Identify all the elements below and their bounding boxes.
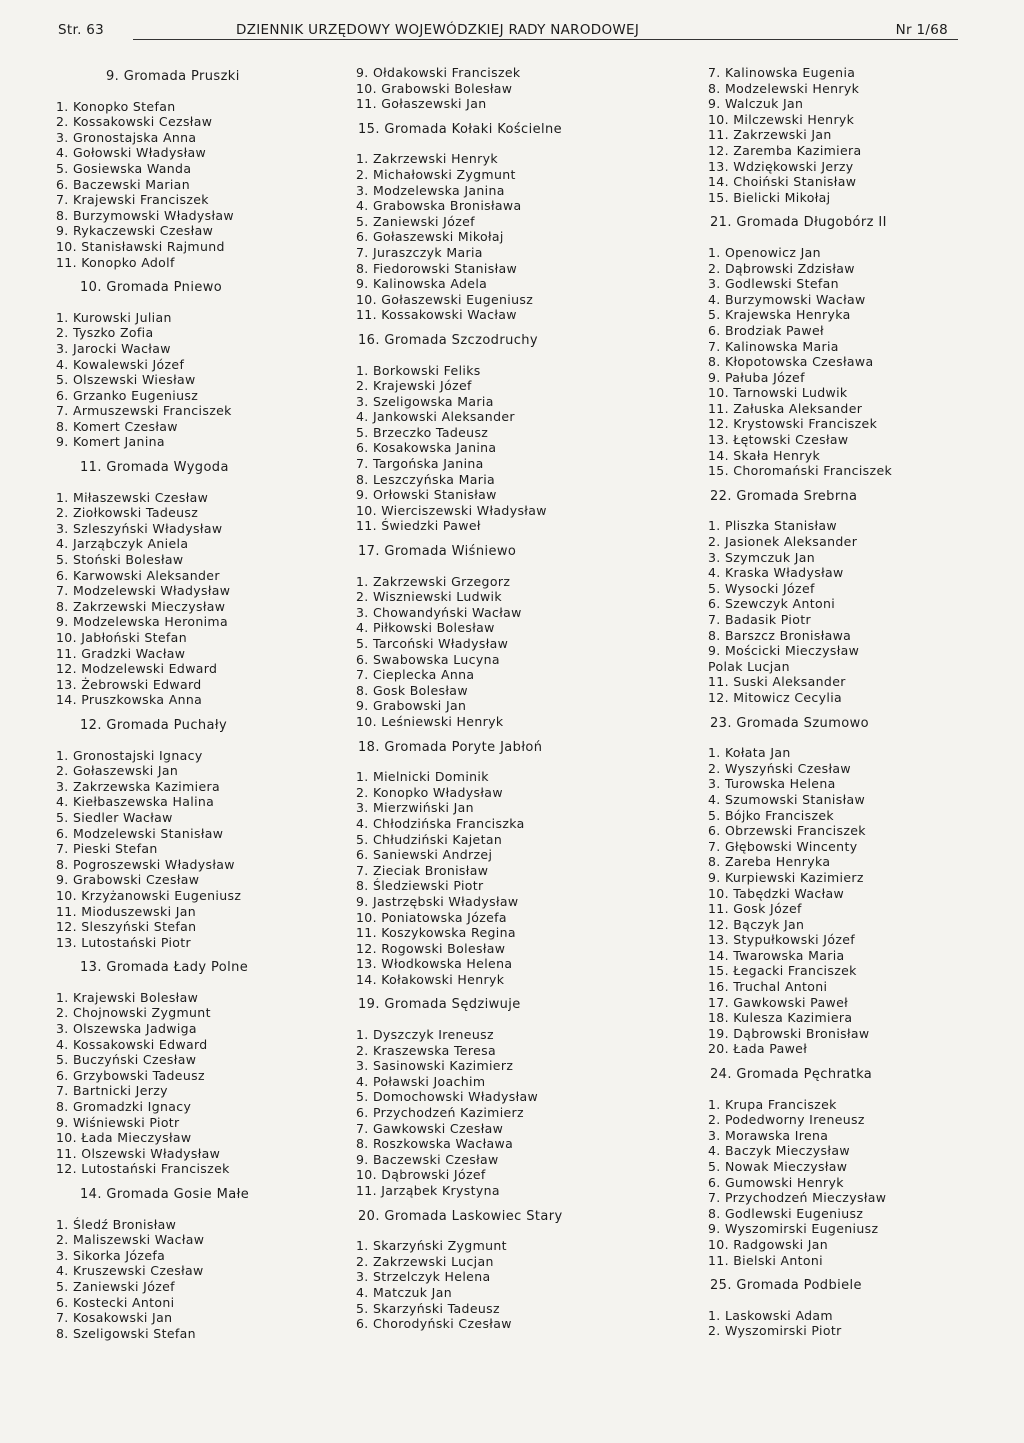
list-item: 5. Wysocki Józef	[708, 580, 815, 596]
list-item: 7. Bartnicki Jerzy	[56, 1083, 168, 1099]
member-list	[56, 490, 296, 708]
list-item: 5. Stoński Bolesław	[56, 552, 184, 568]
list-item: 9. Wiśniewski Piotr	[56, 1114, 180, 1130]
list-item: 8. Szeligowski Stefan	[56, 1325, 196, 1341]
column-middle	[356, 65, 616, 1342]
list-item: 4. Chłodzińska Franciszka	[356, 815, 525, 831]
section-title: 19. Gromada Sędziwuje	[358, 997, 521, 1013]
list-item: 18. Kulesza Kazimiera	[708, 1010, 853, 1026]
gromada-section	[356, 997, 616, 1198]
list-item: 14. Choiński Stanisław	[708, 174, 857, 190]
section-title: 15. Gromada Kołaki Kościelne	[358, 121, 563, 137]
list-item: 7. Badasik Piotr	[708, 612, 811, 627]
section-title: 22. Gromada Srebrna	[710, 488, 858, 504]
list-item: 9. Jastrzębski Władysław	[356, 893, 519, 909]
list-item: 4. Kraska Władysław	[708, 565, 844, 581]
list-item: 11. Bielski Antoni	[708, 1252, 823, 1268]
list-item: 8. Pogroszewski Władysław	[56, 856, 235, 872]
list-item: 11. Zakrzewski Jan	[708, 127, 832, 143]
list-item: 5. Gosiewska Wanda	[56, 160, 192, 176]
list-item: 2. Zakrzewski Lucjan	[356, 1253, 494, 1269]
list-item: 4. Kruszewski Czesław	[56, 1263, 204, 1279]
list-item: 3. Strzelczyk Helena	[356, 1269, 491, 1285]
list-item: 9. Komert Janina	[56, 434, 165, 450]
list-item: 14. Skała Henryk	[708, 447, 821, 463]
list-item: 4. Baczyk Mieczysław	[708, 1143, 850, 1159]
list-item: 6. Obrzewski Franciszek	[708, 823, 866, 839]
list-item: 13. Włodkowska Helena	[356, 956, 513, 972]
list-item: 5. Bójko Franciszek	[708, 807, 835, 823]
list-item: 13. Stypułkowski Józef	[708, 932, 856, 948]
list-item: 3. Morawska Irena	[708, 1127, 829, 1143]
list-item: 1. Zakrzewski Grzegorz	[356, 573, 511, 589]
list-item: 11. Koszykowska Regina	[356, 925, 516, 941]
member-list	[56, 1217, 296, 1342]
member-list	[56, 748, 296, 951]
list-item: 11. Kossakowski Wacław	[356, 307, 517, 323]
list-item: 6. Kosakowska Janina	[356, 440, 497, 456]
list-item: 8. Zareba Henryka	[708, 854, 831, 870]
gromada-section	[356, 544, 616, 730]
gromada-section	[356, 333, 616, 534]
list-item: 11. Mioduszewski Jan	[56, 903, 197, 919]
list-item: 7. Targońska Janina	[356, 456, 484, 472]
list-item: 9. Rykaczewski Czesław	[56, 223, 214, 239]
list-item: 1. Dyszczyk Ireneusz	[356, 1027, 494, 1043]
list-item: 10. Milczewski Henryk	[708, 111, 855, 127]
list-item: 6. Baczewski Marian	[56, 176, 190, 192]
list-item: 10. Leśniewski Henryk	[356, 713, 504, 729]
list-item: 8. Kłopotowska Czesława	[708, 354, 874, 370]
list-item: 2. Podedworny Ireneusz	[708, 1112, 865, 1128]
list-item: 20. Łada Paweł	[708, 1041, 808, 1057]
list-item: 9. Kurpiewski Kazimierz	[708, 869, 864, 885]
list-item: 6. Kostecki Antoni	[56, 1294, 175, 1310]
list-item: 3. Sikorka Józefa	[56, 1247, 166, 1263]
list-item: 11. Jarząbek Krystyna	[356, 1183, 500, 1198]
section-title: 20. Gromada Laskowiec Stary	[358, 1208, 563, 1224]
list-item: 7. Modzelewski Władysław	[56, 583, 231, 599]
list-item: 13. Łętowski Czesław	[708, 432, 849, 448]
list-item: 10. Radgowski Jan	[708, 1236, 829, 1252]
list-item: 1. Zakrzewski Henryk	[356, 151, 498, 167]
list-item: 10. Tabędzki Wacław	[708, 885, 845, 901]
list-item: 8. Barszcz Bronisława	[708, 627, 852, 643]
list-item: 6. Modzelewski Stanisław	[56, 825, 224, 841]
list-item: 2. Wyszomirski Piotr	[708, 1323, 842, 1339]
list-item: 13. Żebrowski Edward	[56, 676, 202, 692]
list-item: 3. Godlewski Stefan	[708, 276, 839, 292]
gromada-section	[56, 69, 296, 270]
list-item: 5. Chłudziński Kajetan	[356, 831, 503, 847]
list-item: 4. Burzymowski Wacław	[708, 291, 866, 307]
gromada-section	[56, 460, 296, 708]
list-item: 4. Grabowska Bronisława	[356, 198, 522, 214]
section-title: 10. Gromada Pniewo	[80, 280, 223, 296]
member-list	[708, 518, 938, 705]
list-item: 10. Gołaszewski Eugeniusz	[356, 291, 534, 307]
list-item: 12. Sleszyński Stefan	[56, 919, 197, 935]
list-item: 3. Turowska Helena	[708, 776, 836, 792]
list-item: 4. Kiełbaszewska Halina	[56, 794, 215, 810]
list-item: 3. Jarocki Wacław	[56, 340, 171, 356]
list-item: 12. Krystowski Franciszek	[708, 416, 878, 432]
list-item: 7. Kosakowski Jan	[56, 1310, 173, 1326]
list-item: 15. Bielicki Mikołaj	[708, 189, 831, 205]
list-item: 17. Gawkowski Paweł	[708, 994, 849, 1010]
member-list	[56, 990, 296, 1177]
list-item: 1. Krajewski Bolesław	[56, 989, 199, 1005]
list-item: 1. Kurowski Julian	[56, 309, 172, 325]
member-list	[708, 745, 938, 1057]
list-item: 6. Swabowska Lucyna	[356, 651, 500, 667]
gromada-section	[56, 718, 296, 950]
list-item: 10. Stanisławski Rajmund	[56, 238, 225, 254]
list-item: 12. Mitowicz Cecylia	[708, 689, 843, 705]
list-item: 2. Jasionek Aleksander	[708, 534, 858, 550]
section-title: 23. Gromada Szumowo	[710, 715, 869, 731]
list-item: 1. Kołata Jan	[708, 745, 791, 761]
list-item: 1. Konopko Stefan	[56, 98, 176, 114]
list-item: 5. Zaniewski Józef	[56, 1278, 175, 1294]
list-item: 4. Kossakowski Edward	[56, 1036, 208, 1052]
list-item: 3. Olszewska Jadwiga	[56, 1021, 197, 1037]
member-list	[708, 245, 938, 479]
member-list	[356, 151, 616, 323]
page-number: Str. 63	[58, 22, 105, 38]
list-item: 11. Gosk Józef	[708, 901, 802, 917]
list-item: 8. Śledziewski Piotr	[356, 878, 484, 894]
gromada-section	[56, 280, 296, 450]
list-item: 8. Modzelewski Henryk	[708, 80, 860, 96]
list-item: 12. Rogowski Bolesław	[356, 940, 506, 956]
journal-title: DZIENNIK URZĘDOWY WOJEWÓDZKIEJ RADY NARODOWEJ	[236, 22, 640, 38]
section-title: 24. Gromada Pęchratka	[710, 1067, 873, 1083]
list-item: 6. Gumowski Henryk	[708, 1174, 844, 1190]
list-item: 11. Gołaszewski Jan	[356, 96, 487, 112]
list-item: 1. Laskowski Adam	[708, 1307, 833, 1323]
list-item: 1. Mielnicki Dominik	[356, 769, 489, 785]
list-item: 1. Krupa Franciszek	[708, 1096, 837, 1112]
list-item: 8. Gosk Bolesław	[356, 682, 468, 698]
list-item: 4. Jarząbczyk Aniela	[56, 536, 189, 552]
issue-number: Nr 1/68	[895, 22, 948, 38]
list-item: 4. Jankowski Aleksander	[356, 409, 515, 425]
member-list	[56, 99, 296, 271]
list-item: 13. Wdziękowski Jerzy	[708, 158, 854, 174]
list-item: 3. Gronostajska Anna	[56, 129, 197, 145]
list-item: 3. Zakrzewska Kazimiera	[56, 778, 221, 794]
list-item: 8. Komert Czesław	[56, 418, 178, 434]
member-list	[356, 1027, 616, 1199]
list-item: 10. Dąbrowski Józef	[356, 1167, 486, 1183]
list-item: 6. Gołaszewski Mikołaj	[356, 229, 504, 245]
list-item: 11. Olszewski Władysław	[56, 1145, 221, 1161]
list-item: 12. Bączyk Jan	[708, 916, 805, 932]
list-item: 14. Pruszkowska Anna	[56, 692, 203, 708]
list-item: 6. Karwowski Aleksander	[56, 567, 220, 583]
list-item: 14. Kołakowski Henryk	[356, 971, 505, 987]
list-item: 2. Tyszko Zofia	[56, 325, 154, 341]
section-title: 11. Gromada Wygoda	[80, 460, 229, 476]
list-item: 4. Gołowski Władysław	[56, 145, 207, 161]
gromada-section	[56, 1187, 296, 1341]
list-item: 9. Pałuba Józef	[708, 369, 805, 385]
list-item: 7. Pieski Stefan	[56, 841, 158, 857]
list-item: 2. Kossakowski Cezsław	[56, 114, 213, 130]
list-item: 8. Burzymowski Władysław	[56, 207, 234, 223]
page-header	[58, 18, 958, 44]
list-item: 9. Grabowski Jan	[356, 698, 467, 714]
section-title: 14. Gromada Gosie Małe	[80, 1187, 250, 1202]
list-item: 2. Dąbrowski Zdzisław	[708, 260, 855, 276]
list-item: 15. Choromański Franciszek	[708, 463, 893, 479]
list-item: 2. Maliszewski Wacław	[56, 1232, 205, 1248]
list-item: 8. Fiedorowski Stanisław	[356, 260, 518, 276]
member-list	[56, 310, 296, 450]
list-item: 5. Olszewski Wiesław	[56, 372, 196, 388]
list-item: 4. Poławski Joachim	[356, 1073, 486, 1089]
gromada-section	[356, 1209, 616, 1332]
list-item: Polak Lucjan	[708, 658, 790, 674]
list-item: 10. Grabowski Bolesław	[356, 80, 513, 96]
list-item: 4. Piłkowski Bolesław	[356, 620, 495, 636]
list-item: 7. Armuszewski Franciszek	[56, 403, 232, 419]
list-item: 7. Przychodzeń Mieczysław	[708, 1190, 887, 1206]
gromada-section	[708, 489, 938, 706]
gromada-section	[708, 65, 938, 205]
list-item: 2. Chojnowski Zygmunt	[56, 1005, 211, 1021]
list-item: 4. Kowalewski Józef	[56, 356, 185, 372]
list-item: 7. Zieciak Bronisław	[356, 862, 489, 878]
section-title: 9. Gromada Pruszki	[106, 69, 240, 84]
list-item: 7. Krajewski Franciszek	[56, 192, 209, 208]
list-item: 3. Szeligowska Maria	[356, 393, 494, 409]
section-title: 12. Gromada Puchały	[80, 717, 228, 733]
list-item: 6. Szewczyk Antoni	[708, 596, 836, 612]
list-item: 1. Śledź Bronisław	[56, 1216, 177, 1232]
list-item: 1. Openowicz Jan	[708, 244, 821, 260]
list-item: 9. Mościcki Mieczysław	[708, 643, 860, 659]
gromada-section	[356, 740, 616, 988]
list-item: 5. Tarcoński Władysław	[356, 636, 509, 651]
gromada-section	[708, 215, 938, 479]
list-item: 5. Domochowski Władysław	[356, 1089, 539, 1105]
section-title: 17. Gromada Wiśniewo	[358, 544, 517, 560]
list-item: 6. Chorodyński Czesław	[356, 1316, 512, 1332]
list-item: 10. Łada Mieczysław	[56, 1130, 192, 1146]
gromada-section	[356, 122, 616, 323]
list-item: 4. Szumowski Stanisław	[708, 791, 866, 807]
list-item: 2. Wyszyński Czesław	[708, 760, 851, 776]
list-item: 6. Przychodzeń Kazimierz	[356, 1105, 524, 1121]
list-item: 2. Krajewski Józef	[356, 378, 472, 394]
list-item: 9. Modzelewska Heronima	[56, 614, 228, 630]
list-item: 5. Brzeczko Tadeusz	[356, 424, 489, 440]
list-item: 1. Borkowski Feliks	[356, 362, 481, 378]
member-list	[356, 769, 616, 987]
list-item: 7. Kalinowska Maria	[708, 338, 839, 354]
gromada-section	[356, 65, 616, 112]
member-list	[356, 1238, 616, 1332]
list-item: 7. Cieplecka Anna	[356, 667, 475, 683]
member-list	[356, 65, 616, 112]
list-item: 11. Konopko Adolf	[56, 254, 175, 270]
list-item: 10. Jabłoński Stefan	[56, 630, 187, 645]
list-item: 1. Pliszka Stanisław	[708, 518, 837, 534]
list-item: 4. Matczuk Jan	[356, 1284, 452, 1300]
list-item: 5. Buczyński Czesław	[56, 1052, 197, 1068]
list-item: 6. Grzybowski Tadeusz	[56, 1067, 205, 1083]
list-item: 2. Kraszewska Teresa	[356, 1042, 496, 1058]
list-item: 5. Krajewska Henryka	[708, 307, 851, 323]
section-title: 25. Gromada Podbiele	[710, 1278, 862, 1294]
header-rule	[133, 39, 958, 40]
list-item: 2. Wiszniewski Ludwik	[356, 589, 502, 605]
list-item: 16. Truchal Antoni	[708, 979, 828, 995]
list-item: 3. Chowandyński Wacław	[356, 604, 522, 620]
list-item: 2. Michałowski Zygmunt	[356, 166, 516, 182]
list-item: 7. Głębowski Wincenty	[708, 838, 858, 854]
list-item: 10. Tarnowski Ludwik	[708, 385, 848, 401]
list-item: 19. Dąbrowski Bronisław	[708, 1025, 870, 1041]
section-title: 18. Gromada Poryte Jabłoń	[358, 739, 543, 755]
list-item: 3. Modzelewska Janina	[356, 182, 505, 198]
list-item: 14. Twarowska Maria	[708, 947, 845, 963]
list-item: 9. Ołdakowski Franciszek	[356, 65, 521, 80]
section-title: 21. Gromada Długobórz II	[710, 215, 887, 231]
list-item: 6. Grzanko Eugeniusz	[56, 387, 199, 403]
member-list	[708, 65, 938, 205]
list-item: 2. Ziołkowski Tadeusz	[56, 505, 199, 521]
list-item: 3. Sasinowski Kazimierz	[356, 1058, 514, 1074]
list-item: 6. Brodziak Paweł	[708, 322, 824, 338]
list-item: 9. Walczuk Jan	[708, 96, 804, 112]
member-list	[708, 1097, 938, 1269]
section-title: 13. Gromada Łady Polne	[80, 960, 249, 976]
list-item: 12. Lutostański Franciszek	[56, 1161, 230, 1177]
list-item: 5. Siedler Wacław	[56, 809, 173, 825]
list-item: 11. Suski Aleksander	[708, 674, 846, 690]
column-left	[56, 65, 296, 1351]
member-list	[356, 574, 616, 730]
list-item: 11. Gradzki Wacław	[56, 645, 186, 661]
column-right	[708, 65, 938, 1349]
list-item: 3. Mierzwiński Jan	[356, 800, 474, 816]
list-item: 7. Gawkowski Czesław	[356, 1120, 504, 1136]
list-item: 12. Zaremba Kazimiera	[708, 142, 862, 158]
list-item: 9. Baczewski Czesław	[356, 1151, 499, 1167]
section-title: 16. Gromada Szczodruchy	[358, 332, 538, 348]
list-item: 10. Wierciszewski Władysław	[356, 502, 547, 518]
list-item: 10. Poniatowska Józefa	[356, 909, 507, 925]
list-item: 2. Konopko Władysław	[356, 784, 503, 800]
list-item: 7. Juraszczyk Maria	[356, 244, 483, 260]
list-item: 9. Kalinowska Adela	[356, 276, 488, 292]
list-item: 7. Kalinowska Eugenia	[708, 65, 856, 80]
list-item: 3. Szleszyński Władysław	[56, 520, 223, 536]
list-item: 1. Miłaszewski Czesław	[56, 489, 209, 505]
list-item: 8. Leszczyńska Maria	[356, 471, 496, 487]
list-item: 10. Krzyżanowski Eugeniusz	[56, 887, 242, 903]
list-item: 9. Orłowski Stanisław	[356, 487, 497, 503]
gromada-section	[708, 1067, 938, 1268]
list-item: 5. Zaniewski Józef	[356, 213, 475, 229]
list-item: 3. Szymczuk Jan	[708, 549, 816, 565]
member-list	[356, 363, 616, 535]
list-item: 8. Roszkowska Wacława	[356, 1136, 514, 1152]
gromada-section	[56, 960, 296, 1177]
list-item: 5. Nowak Mieczysław	[708, 1159, 848, 1174]
list-item: 5. Skarzyński Tadeusz	[356, 1300, 500, 1316]
list-item: 12. Modzelewski Edward	[56, 661, 218, 677]
list-item: 9. Wyszomirski Eugeniusz	[708, 1221, 879, 1237]
member-list	[708, 1308, 938, 1339]
list-item: 2. Gołaszewski Jan	[56, 763, 179, 779]
list-item: 6. Saniewski Andrzej	[356, 847, 493, 863]
list-item: 1. Gronostajski Ignacy	[56, 747, 203, 763]
list-item: 9. Grabowski Czesław	[56, 872, 200, 888]
list-item: 8. Gromadzki Ignacy	[56, 1099, 192, 1115]
list-item: 13. Lutostański Piotr	[56, 934, 192, 950]
list-item: 1. Skarzyński Zygmunt	[356, 1238, 507, 1254]
gromada-section	[708, 716, 938, 1057]
gromada-section	[708, 1278, 938, 1339]
list-item: 15. Łegacki Franciszek	[708, 963, 857, 979]
list-item: 8. Godlewski Eugeniusz	[708, 1205, 864, 1221]
list-item: 11. Świedzki Paweł	[356, 518, 481, 534]
list-item: 8. Zakrzewski Mieczysław	[56, 598, 226, 614]
list-item: 11. Załuska Aleksander	[708, 400, 863, 416]
